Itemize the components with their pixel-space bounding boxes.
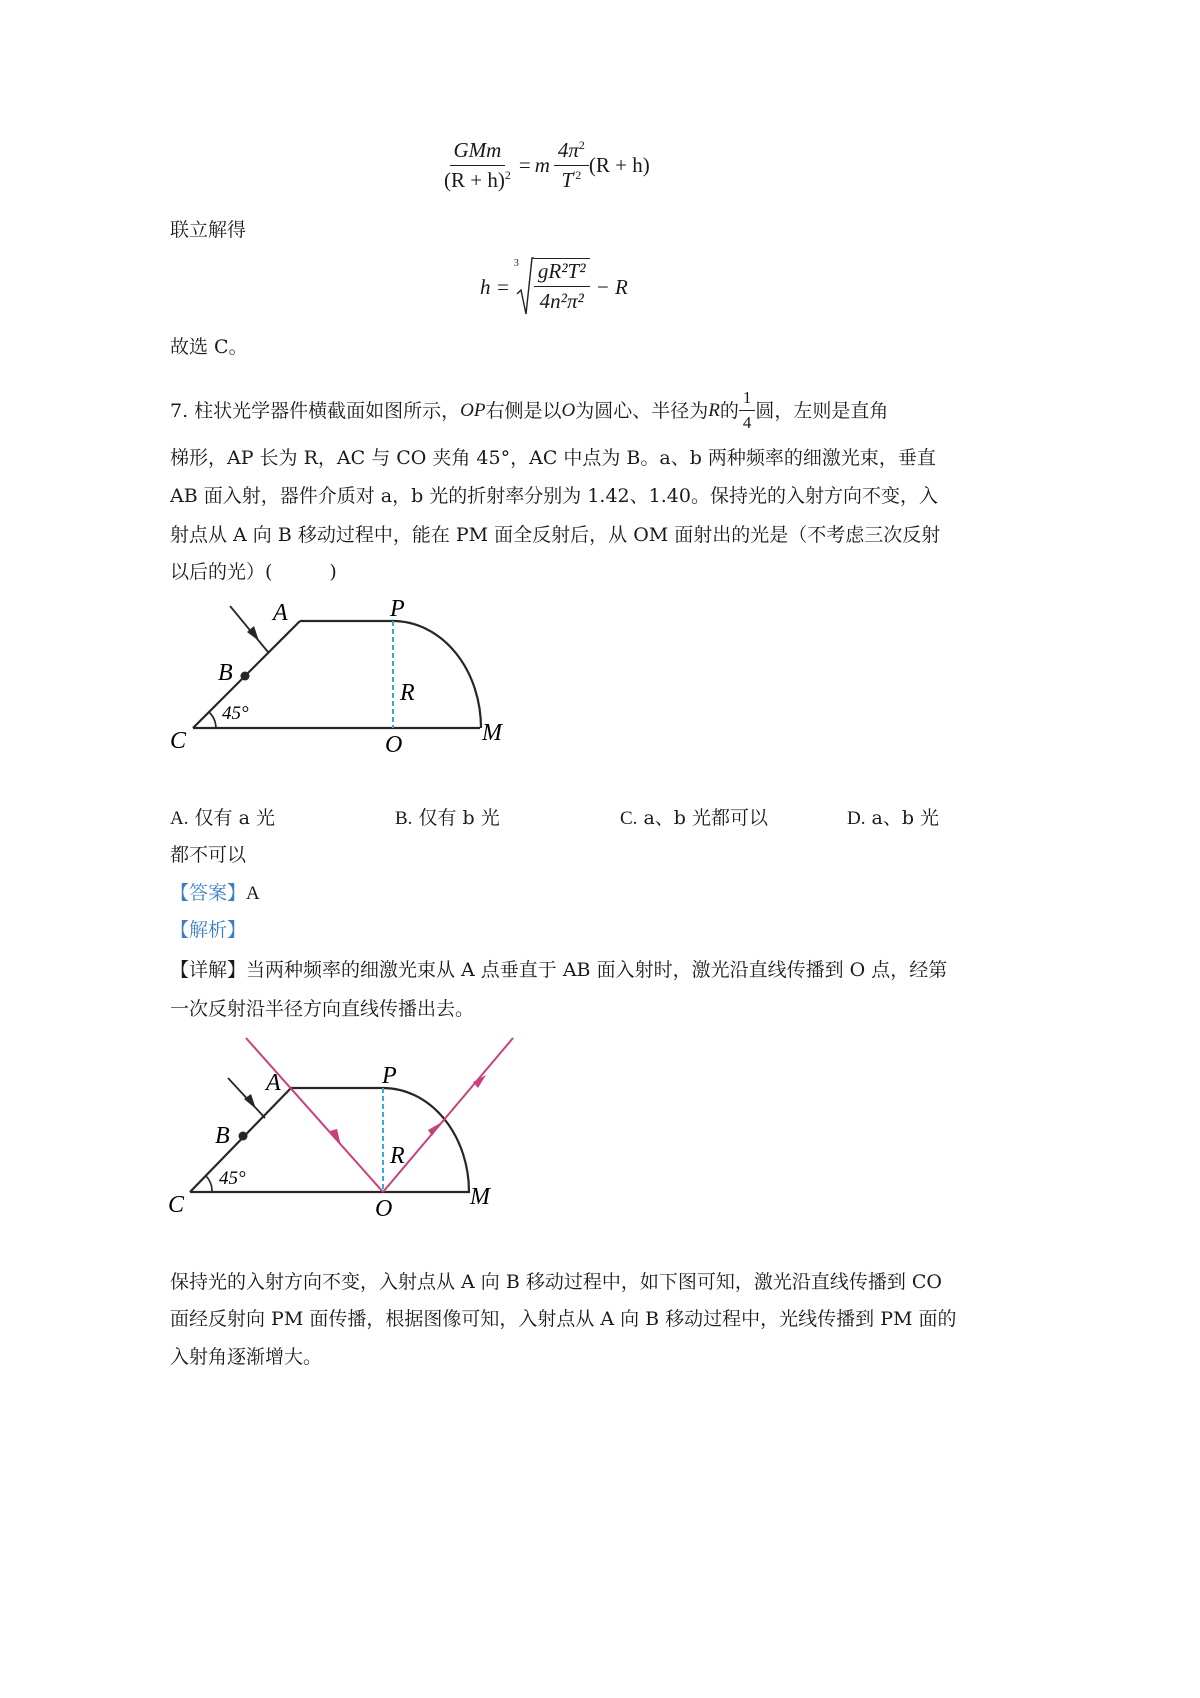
option-a-label: A. xyxy=(170,808,189,829)
question-7-line-3: AB 面入射，器件介质对 a，b 光的折射率分别为 1.42、1.40。保持光的入射方向不变，入 xyxy=(170,485,938,507)
detail-line-2: 一次反射沿半径方向直线传播出去。 xyxy=(170,998,475,1020)
analysis-tag: 【解析】 xyxy=(170,919,247,941)
q7-op: OP xyxy=(460,399,486,421)
ray-arrow-up-icon xyxy=(428,1122,442,1136)
label-o: O xyxy=(375,1196,393,1222)
q7-r: R xyxy=(708,399,720,421)
quarter-numerator: 1 xyxy=(739,388,756,411)
rhs-tail: (R + h) xyxy=(588,153,650,177)
radicand-denominator: 4n²π² xyxy=(539,289,584,313)
root-index: 3 xyxy=(513,258,519,269)
label-a: A xyxy=(266,1070,281,1096)
angle-arc xyxy=(209,712,216,728)
option-b-text: 仅有 b 光 xyxy=(418,807,500,829)
cube-root xyxy=(513,256,590,318)
option-a-text: 仅有 a 光 xyxy=(194,807,275,829)
rhs-numerator-exponent: 2 xyxy=(578,138,585,152)
ray-incident-to-o xyxy=(246,1038,383,1192)
para2-line-2: 面经反射向 PM 面传播，根据图像可知，入射点从 A 向 B 移动过程中，光线传播到 PM 面的 xyxy=(170,1308,957,1330)
q7-text: 的 xyxy=(719,399,739,422)
rhs-denominator: T xyxy=(561,168,574,192)
para2-line-1: 保持光的入射方向不变，入射点从 A 向 B 移动过程中，如下图可知，激光沿直线传播到 CO xyxy=(170,1271,942,1293)
conclusion: 故选 C。 xyxy=(170,336,248,358)
option-c[interactable] xyxy=(620,806,768,831)
q7-text: 右侧是以 xyxy=(485,399,562,422)
question-7-line-1 xyxy=(170,388,888,433)
question-7-line-5: 以后的光）( ) xyxy=(170,561,337,583)
option-d-label: D. xyxy=(847,808,866,829)
h-lhs: h = xyxy=(480,274,510,299)
option-d-text: a、b 光 xyxy=(871,807,940,829)
optical-device-figure xyxy=(160,590,560,770)
point-b-dot xyxy=(239,1132,248,1141)
angle-arc xyxy=(206,1176,212,1192)
label-r: R xyxy=(400,680,415,706)
label-m: M xyxy=(470,1184,490,1210)
quarter-fraction xyxy=(739,388,756,433)
label-r: R xyxy=(390,1143,405,1169)
solve-intro: 联立解得 xyxy=(170,219,247,241)
label-a: A xyxy=(273,600,288,626)
radicand-fraction xyxy=(534,258,590,314)
answer-row xyxy=(170,881,260,906)
answer-value: A xyxy=(246,883,260,904)
label-p: P xyxy=(382,1063,397,1089)
option-d-continuation: 都不可以 xyxy=(170,844,247,866)
label-angle: 45° xyxy=(222,703,249,724)
rhs-fraction xyxy=(554,138,589,193)
rhs-denominator-exponent: '2 xyxy=(573,168,582,182)
q7-o: O xyxy=(561,399,576,421)
label-b: B xyxy=(218,660,233,686)
radicand-numerator: gR²T² xyxy=(534,259,590,287)
question-7-line-4: 射点从 A 向 B 移动过程中，能在 PM 面全反射后，从 OM 面射出的光是（不考虑三次反射 xyxy=(170,524,941,546)
label-c: C xyxy=(168,1192,185,1218)
lhs-fraction xyxy=(440,138,515,193)
para2-line-3: 入射角逐渐增大。 xyxy=(170,1346,323,1368)
ray-arrow-down-icon xyxy=(330,1129,341,1146)
option-a[interactable] xyxy=(170,806,275,831)
option-c-label: C. xyxy=(620,808,638,829)
equation-height xyxy=(480,256,628,318)
lhs-denominator-exponent: 2 xyxy=(504,168,511,182)
quarter-denominator: 4 xyxy=(742,413,752,432)
label-b: B xyxy=(215,1123,230,1149)
rhs-numerator: 4π xyxy=(557,138,579,162)
detail-line-1: 【详解】当两种频率的细激光束从 A 点垂直于 AB 面入射时，激光沿直线传播到 O 点，经第 xyxy=(170,959,948,981)
q7-text: 7. 柱状光学器件横截面如图所示， xyxy=(170,399,461,422)
label-o: O xyxy=(385,732,403,758)
incident-ray xyxy=(230,606,268,652)
lhs-denominator: (R + h) xyxy=(444,168,505,192)
point-b-dot xyxy=(241,672,250,681)
optical-device-ray-figure xyxy=(160,1030,540,1230)
minus-R: − R xyxy=(595,274,628,299)
equation-gravity xyxy=(440,138,650,193)
lhs-numerator: GMm xyxy=(450,138,506,166)
option-b-label: B. xyxy=(395,808,413,829)
label-m: M xyxy=(482,720,502,746)
equals-sign: = xyxy=(518,153,531,177)
q7-text: 圆，左则是直角 xyxy=(755,399,889,422)
option-d[interactable] xyxy=(847,806,939,831)
option-b[interactable] xyxy=(395,806,500,831)
label-p: P xyxy=(390,596,405,622)
question-7-line-2: 梯形，AP 长为 R，AC 与 CO 夹角 45°，AC 中点为 B。a、b 两种频率的细激光束，垂直 xyxy=(170,447,936,469)
option-c-text: a、b 光都可以 xyxy=(643,807,769,829)
label-angle: 45° xyxy=(219,1168,246,1189)
answer-tag: 【答案】 xyxy=(170,882,247,904)
mass-m: m xyxy=(534,153,550,177)
label-c: C xyxy=(170,728,187,754)
q7-text: 为圆心、半径为 xyxy=(575,399,709,422)
arc-pm xyxy=(393,621,481,728)
